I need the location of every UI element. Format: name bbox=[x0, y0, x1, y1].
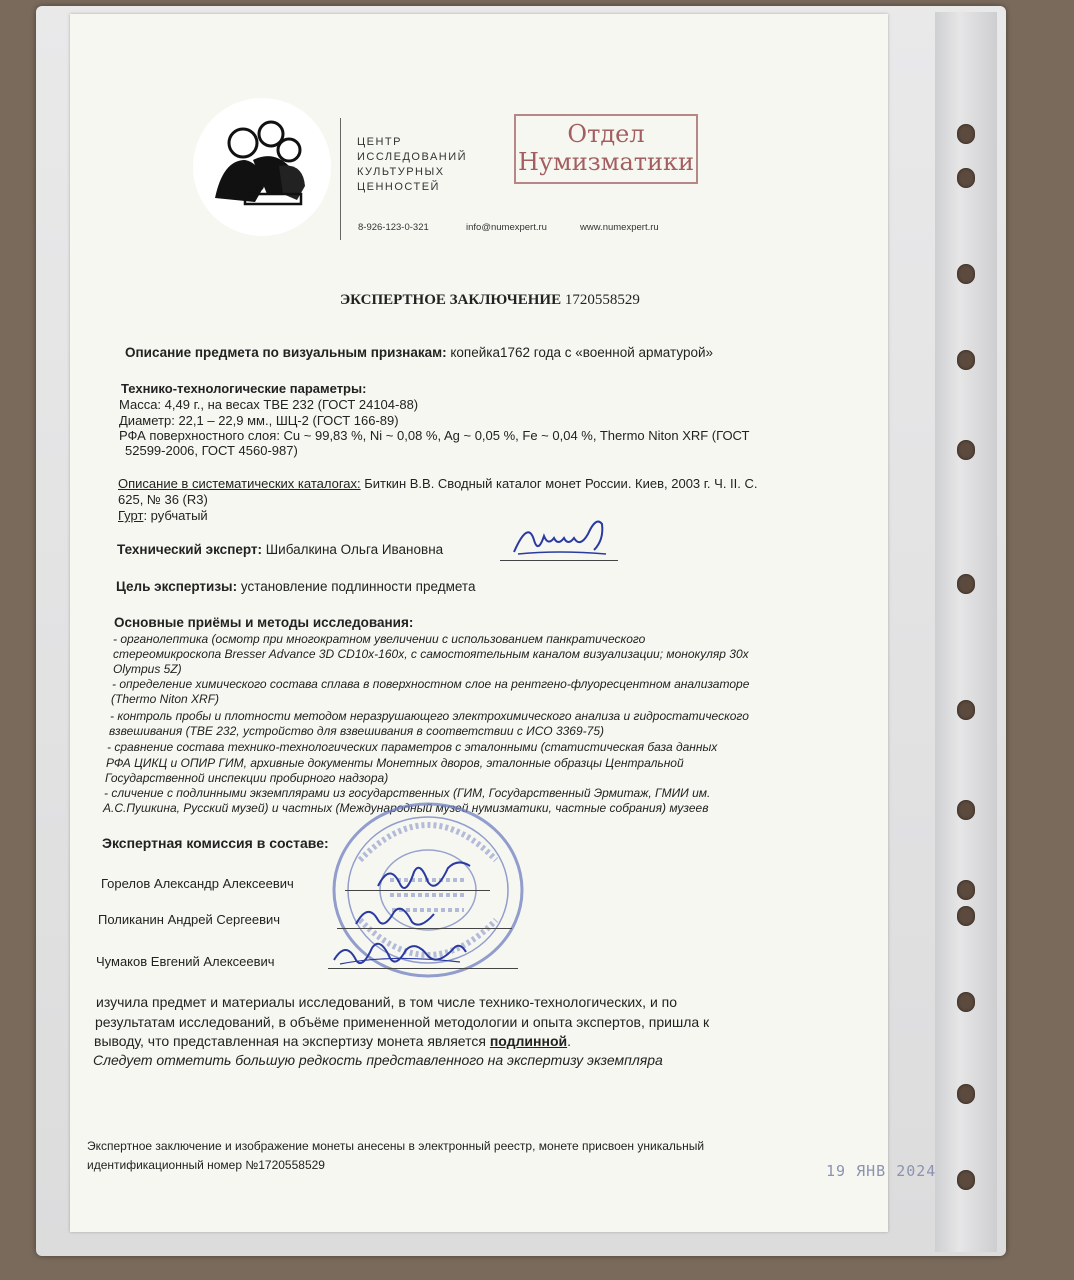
header-divider bbox=[340, 118, 341, 240]
commission-member: Поликанин Андрей Сергеевич bbox=[98, 912, 281, 927]
catalog-line-cont: 625, № 36 (R3) bbox=[118, 492, 208, 507]
contact-email: info@numexpert.ru bbox=[466, 222, 547, 233]
signature-member-icon bbox=[350, 898, 440, 934]
contact-website: www.numexpert.ru bbox=[580, 222, 659, 233]
contact-phone: 8-926-123-0-321 bbox=[358, 222, 429, 233]
technical-expert: Технический эксперт: Шибалкина Ольга Ивановна bbox=[117, 542, 444, 557]
document-number: 1720558529 bbox=[564, 292, 640, 308]
binder-hole bbox=[957, 168, 975, 188]
method-line: - органолептика (осмотр при многократном увеличении с использованием панкратического bbox=[113, 632, 646, 646]
signature-expert-icon bbox=[508, 510, 618, 566]
catalog-line: Описание в систематических каталогах: Биткин В.В. Сводный каталог монет России. Киев, 2003 г. Ч. II. С. bbox=[118, 476, 758, 491]
binder-hole bbox=[957, 1084, 975, 1104]
method-line: взвешивания (ТВЕ 232, устройство для взвешивания в соответствии с ИСО 3369-75) bbox=[109, 724, 604, 738]
binder-hole bbox=[957, 574, 975, 594]
organization-name: ЦЕНТР ИССЛЕДОВАНИЙ КУЛЬТУРНЫХ ЦЕННОСТЕЙ bbox=[357, 136, 468, 193]
organization-logo bbox=[193, 98, 331, 236]
numismatics-department-logo: Отдел Нумизматики bbox=[514, 114, 698, 184]
commission-member: Чумаков Евгений Алексеевич bbox=[96, 954, 275, 969]
conclusion-verdict-line: выводу, что представленная на экспертизу монета является подлинной. bbox=[94, 1033, 571, 1049]
method-line: - сравнение состава технико-технологических параметров с эталонными (статистическая база данных bbox=[107, 740, 718, 754]
commission-heading: Экспертная комиссия в составе: bbox=[102, 835, 329, 851]
mass-line: Масса: 4,49 г., на весах ТВЕ 232 (ГОСТ 24104-88) bbox=[119, 397, 419, 412]
verdict: подлинной bbox=[489, 1033, 568, 1049]
rfa-line-cont: 52599-2006, ГОСТ 4560-987) bbox=[125, 443, 298, 458]
methods-heading: Основные приёмы и методы исследования: bbox=[114, 615, 414, 630]
binder-hole bbox=[957, 992, 975, 1012]
footer-registry-note: Экспертное заключение и изображение монеты анесены в электронный реестр, монете присвоен уникальный bbox=[87, 1139, 705, 1153]
method-line: - контроль пробы и плотности методом неразрушающего электрохимического анализа и гидростатического bbox=[110, 709, 749, 723]
conclusion-line: результатам исследований, в объёме примененной методологии и опыта экспертов, пришла к bbox=[95, 1014, 710, 1030]
method-line: РФА ЦИКЦ и ОПИР ГИМ, архивные документы Монетных дворов, эталонные образцы Центральной bbox=[106, 756, 684, 770]
signature-member-icon bbox=[370, 856, 480, 900]
conclusion-line: изучила предмет и материалы исследований, в том числе технико-технологических, и по bbox=[96, 994, 678, 1010]
binder-hole bbox=[957, 800, 975, 820]
binder-hole bbox=[957, 264, 975, 284]
gurt-line: Гурт: рубчатый bbox=[118, 508, 208, 523]
binder-hole bbox=[957, 906, 975, 926]
method-line: Olympus 5Z) bbox=[113, 662, 182, 676]
method-line: - определение химического состава сплава в поверхностном слое на рентгено-флуоресцентном анализаторе bbox=[112, 677, 750, 691]
binder-hole bbox=[957, 1170, 975, 1190]
document-title: ЭКСПЕРТНОЕ ЗАКЛЮЧЕНИЕ 1720558529 bbox=[340, 292, 640, 308]
method-line: - сличение с подлинными экземплярами из государственных (ГИМ, Государственный Эрмитаж, ГМИИ им. bbox=[104, 786, 711, 800]
diameter-line: Диаметр: 22,1 – 22,9 мм., ШЦ-2 (ГОСТ 166-89) bbox=[119, 413, 399, 428]
binder-hole bbox=[957, 350, 975, 370]
item-description: Описание предмета по визуальным признакам: копейка1762 года с «военной арматурой» bbox=[125, 345, 714, 360]
footer-registry-id: идентификационный номер №1720558529 bbox=[87, 1158, 325, 1172]
method-line: стереомикроскопа Bresser Advance 3D CD10x-160x, с самостоятельным каналом визуализации; монокуляр 30x bbox=[113, 647, 749, 661]
method-line: А.С.Пушкина, Русский музей) и частных (Международный музей нумизматики, частные собрания) музеев bbox=[103, 801, 709, 815]
method-line: Государственной инспекции пробирного надзора) bbox=[105, 771, 389, 785]
signature-member-icon bbox=[330, 934, 470, 974]
rfa-line: РФА поверхностного слоя: Cu ~ 99,83 %, Ni ~ 0,08 %, Ag ~ 0,05 %, Fe ~ 0,04 %, Thermo Niton XRF (ГОСТ bbox=[119, 428, 750, 443]
numismatists-logo-icon bbox=[193, 98, 331, 236]
expertise-goal: Цель экспертизы: установление подлинности предмета bbox=[116, 579, 476, 594]
binder-hole bbox=[957, 880, 975, 900]
sleeve-binding-strip bbox=[935, 12, 997, 1252]
binder-hole bbox=[957, 700, 975, 720]
binder-hole bbox=[957, 440, 975, 460]
commission-member: Горелов Александр Алексеевич bbox=[101, 876, 294, 891]
binder-hole bbox=[957, 124, 975, 144]
date-stamp: 19 ЯНВ 2024 bbox=[826, 1162, 937, 1180]
method-line: (Thermo Niton XRF) bbox=[111, 692, 220, 706]
rarity-note: Следует отметить большую редкость представленного на экспертизу экземпляра bbox=[93, 1052, 663, 1068]
tech-params-heading: Технико-технологические параметры: bbox=[121, 381, 367, 396]
